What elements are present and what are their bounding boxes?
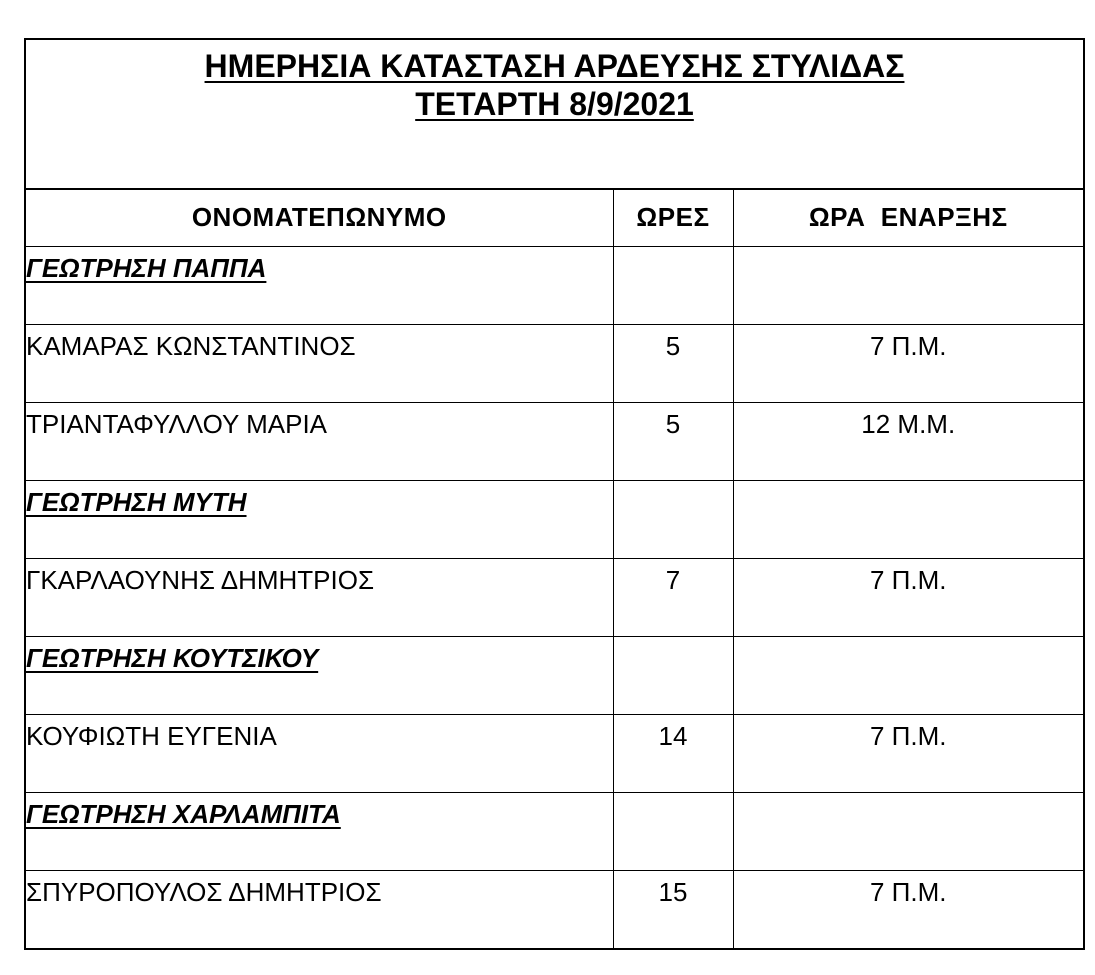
section-label: ΓΕΩΤΡΗΣΗ ΧΑΡΛΑΜΠΙΤΑ <box>26 792 613 870</box>
column-header-hours: ΩΡΕΣ <box>613 190 733 246</box>
hours-cell: 5 <box>613 402 733 480</box>
column-header-start: ΩΡΑ ΕΝΑΡΞΗΣ <box>733 190 1083 246</box>
start-time-cell <box>733 480 1083 558</box>
person-name-cell: ΤΡΙΑΝΤΑΦΥΛΛΟΥ ΜΑΡΙΑ <box>26 402 613 480</box>
hours-cell: 7 <box>613 558 733 636</box>
section-label: ΓΕΩΤΡΗΣΗ ΜΥΤΗ <box>26 480 613 558</box>
start-time-cell <box>733 792 1083 870</box>
hours-cell: 5 <box>613 324 733 402</box>
person-name-cell: ΓΚΑΡΛΑΟΥΝΗΣ ΔΗΜΗΤΡΙΟΣ <box>26 558 613 636</box>
start-time-cell: 12 Μ.Μ. <box>733 402 1083 480</box>
table-row <box>26 402 1083 480</box>
hours-cell <box>613 480 733 558</box>
start-time-cell: 7 Π.Μ. <box>733 558 1083 636</box>
table-row <box>26 870 1083 948</box>
start-time-cell: 7 Π.Μ. <box>733 324 1083 402</box>
person-name-cell: ΚΟΥΦΙΩΤΗ ΕΥΓΕΝΙΑ <box>26 714 613 792</box>
person-name-cell: ΚΑΜΑΡΑΣ ΚΩΝΣΤΑΝΤΙΝΟΣ <box>26 324 613 402</box>
document-title: ΗΜΕΡΗΣΙΑ ΚΑΤΑΣΤΑΣΗ ΑΡΔΕΥΣΗΣ ΣΤΥΛΙΔΑΣ <box>204 48 905 84</box>
section-row <box>26 792 1083 870</box>
table-row <box>26 714 1083 792</box>
hours-cell <box>613 636 733 714</box>
person-name-cell: ΣΠΥΡΟΠΟΥΛΟΣ ΔΗΜΗΤΡΙΟΣ <box>26 870 613 948</box>
document-date: ΤΕΤΑΡΤΗ 8/9/2021 <box>415 86 694 122</box>
start-time-cell: 7 Π.Μ. <box>733 870 1083 948</box>
section-row <box>26 636 1083 714</box>
hours-cell <box>613 246 733 324</box>
column-header-name: ΟΝΟΜΑΤΕΠΩΝΥΜΟ <box>26 190 613 246</box>
section-label: ΓΕΩΤΡΗΣΗ ΠΑΠΠΑ <box>26 246 613 324</box>
hours-cell: 15 <box>613 870 733 948</box>
table-header-row <box>26 190 1083 246</box>
schedule-table <box>26 190 1083 948</box>
start-time-cell: 7 Π.Μ. <box>733 714 1083 792</box>
section-row <box>26 480 1083 558</box>
section-label: ΓΕΩΤΡΗΣΗ ΚΟΥΤΣΙΚΟΥ <box>26 636 613 714</box>
section-row <box>26 246 1083 324</box>
hours-cell: 14 <box>613 714 733 792</box>
table-row <box>26 558 1083 636</box>
start-time-cell <box>733 636 1083 714</box>
table-row <box>26 324 1083 402</box>
document-title-block <box>26 40 1083 190</box>
hours-cell <box>613 792 733 870</box>
start-time-cell <box>733 246 1083 324</box>
irrigation-schedule-document <box>24 38 1085 950</box>
